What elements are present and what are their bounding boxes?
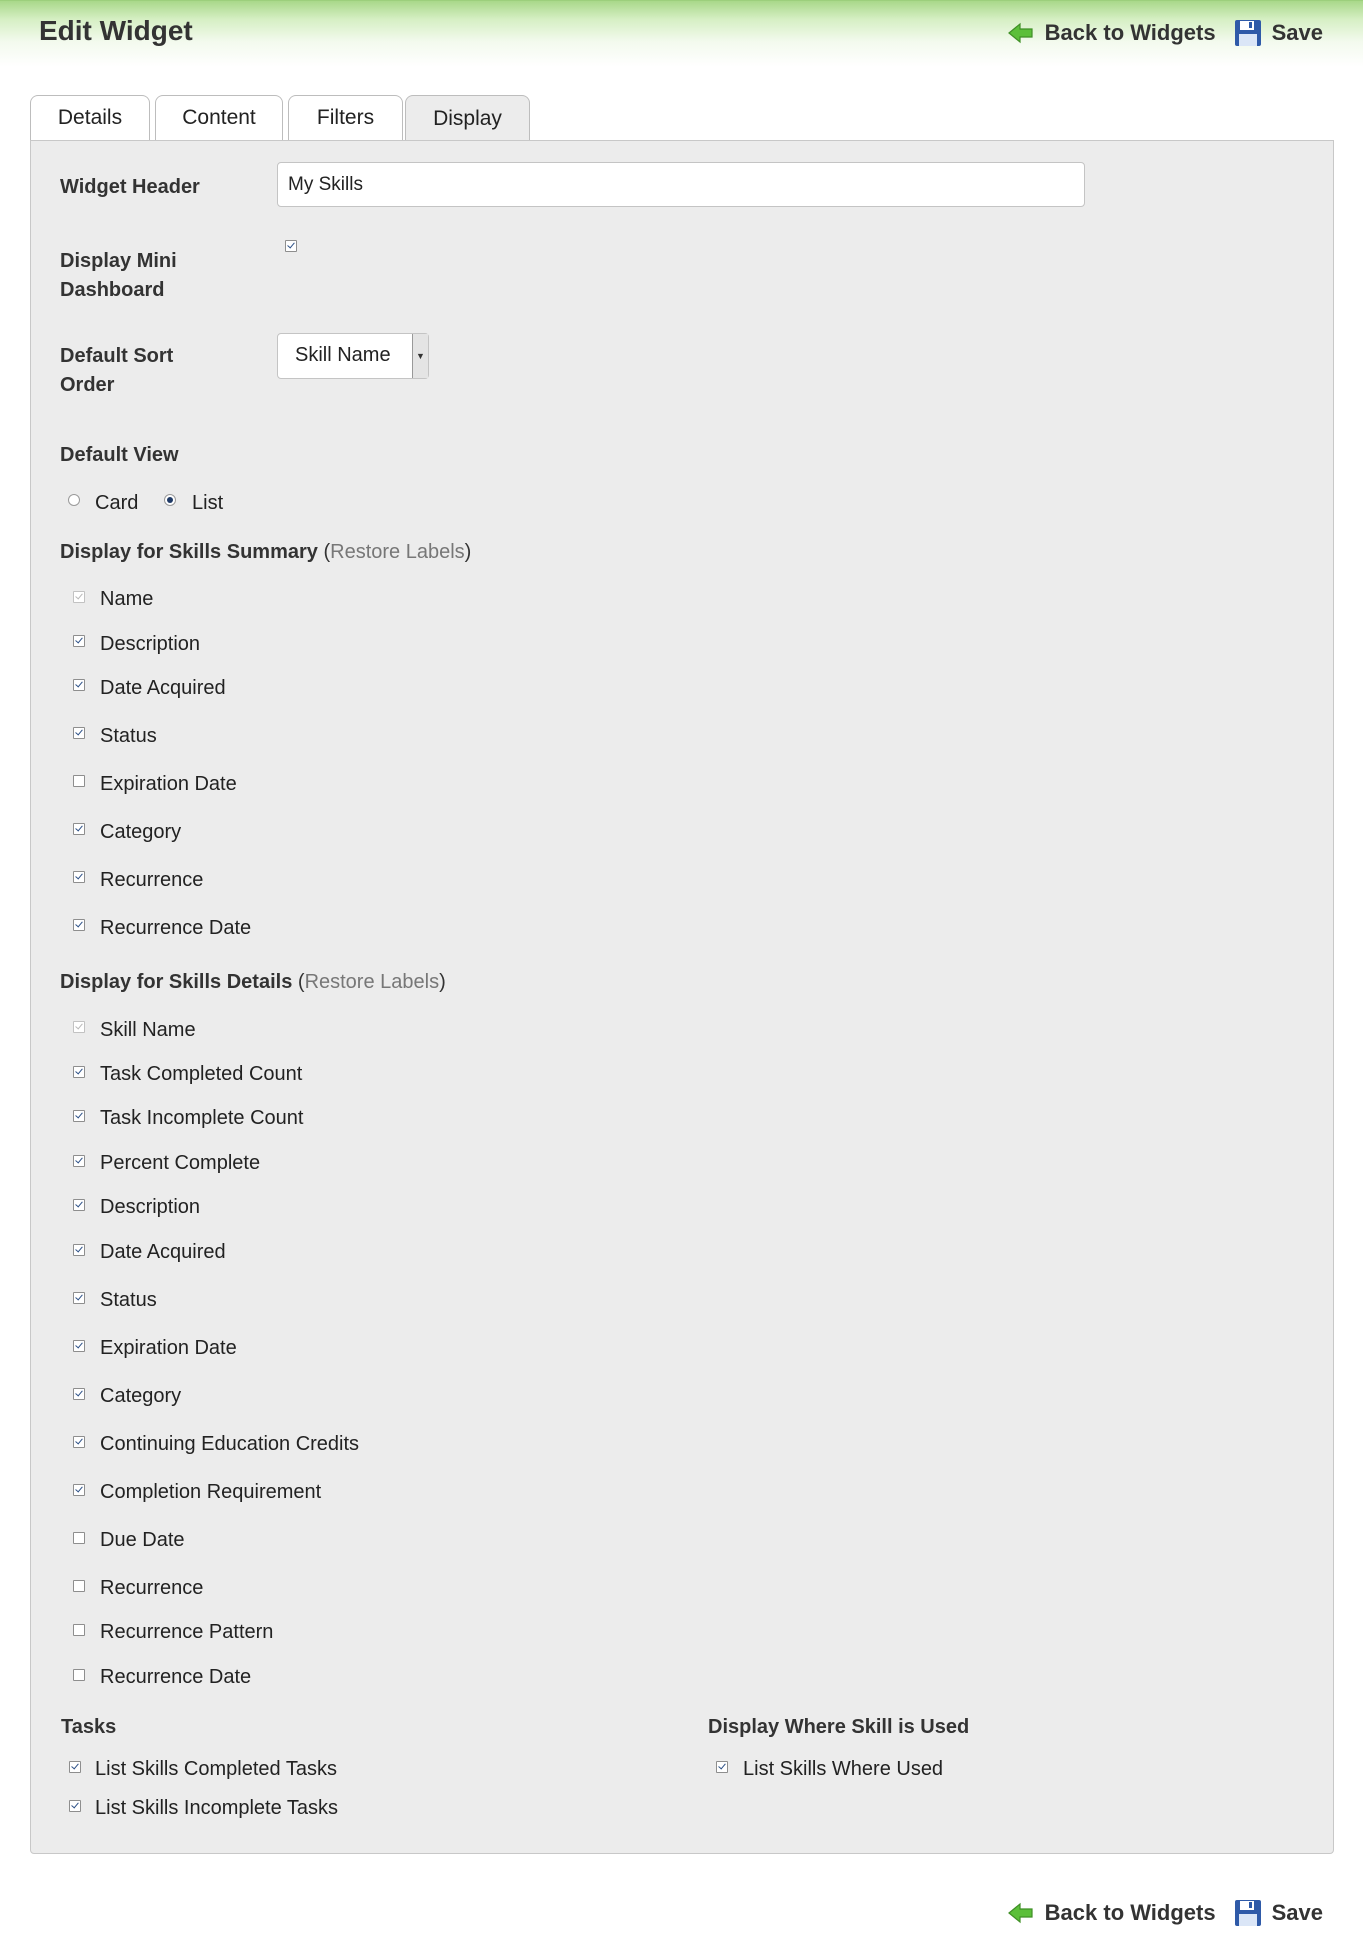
page-title: Edit Widget [39,15,193,46]
tab-details[interactable]: Details [30,95,150,140]
details-recurrence-date-checkbox[interactable] [73,1669,85,1681]
details-skill-name-label: Skill Name [100,1019,196,1041]
default-view-label: Default View [60,444,179,466]
details-task-incomplete-count-checkbox[interactable] [73,1110,85,1122]
details-task-incomplete-count-label: Task Incomplete Count [100,1107,304,1129]
sort-order-value: Skill Name [295,344,391,366]
tab-content[interactable]: Content [155,95,283,140]
sort-order-label-line2: Order [60,374,115,396]
details-category-label: Category [100,1385,182,1407]
back-arrow-icon [1007,1899,1035,1927]
details-recurrence-date-label: Recurrence Date [100,1666,252,1688]
details-task-completed-count-checkbox[interactable] [73,1066,85,1078]
details-recurrence-checkbox[interactable] [73,1580,85,1592]
back-to-widgets-label-bottom: Back to Widgets [1044,1900,1216,1925]
list-completed-tasks-label: List Skills Completed Tasks [95,1758,337,1780]
footer-actions [1007,1899,1323,1927]
list-incomplete-tasks-label: List Skills Incomplete Tasks [95,1797,339,1819]
save-button-bottom[interactable] [1234,1899,1323,1927]
save-label: Save [1271,20,1323,45]
details-recurrence-pattern-checkbox[interactable] [73,1624,85,1636]
list-where-used-checkbox[interactable] [716,1761,728,1773]
display-panel [30,140,1334,1854]
list-where-used-label: List Skills Where Used [743,1758,944,1780]
floppy-disk-icon [1234,19,1262,47]
summary-date-acquired-checkbox[interactable] [73,679,85,691]
mini-dashboard-label-line2: Dashboard [60,279,165,301]
where-used-heading: Display Where Skill is Used [708,1716,970,1738]
details-description-label: Description [100,1196,201,1218]
summary-name-checkbox [73,591,85,603]
details-status-label: Status [100,1289,157,1311]
back-arrow-icon [1007,19,1035,47]
details-percent-complete-label: Percent Complete [100,1152,261,1174]
summary-date-acquired-label: Date Acquired [100,677,226,699]
summary-name-label: Name [100,588,154,610]
details-continuing-education-credits-label: Continuing Education Credits [100,1433,360,1455]
skills-details-title: Display for Skills Details [60,971,293,993]
summary-recurrence-date-label: Recurrence Date [100,917,252,939]
skills-details-heading: Display for Skills Details (Restore Labels) [60,971,446,993]
back-to-widgets-label: Back to Widgets [1044,20,1216,45]
details-expiration-date-label: Expiration Date [100,1337,237,1359]
details-continuing-education-credits-checkbox[interactable] [73,1436,85,1448]
widget-header-label: Widget Header [60,176,200,198]
list-completed-tasks-checkbox[interactable] [69,1761,81,1773]
details-category-checkbox[interactable] [73,1388,85,1400]
list-incomplete-tasks-checkbox[interactable] [69,1800,81,1812]
mini-dashboard-label-line1: Display Mini [60,250,177,272]
summary-category-checkbox[interactable] [73,823,85,835]
details-percent-complete-checkbox[interactable] [73,1155,85,1167]
summary-expiration-date-label: Expiration Date [100,773,237,795]
details-date-acquired-label: Date Acquired [100,1241,226,1263]
skills-summary-heading: Display for Skills Summary (Restore Labels) [60,541,472,563]
details-recurrence-label: Recurrence [100,1577,204,1599]
header-actions [1007,19,1323,47]
details-due-date-label: Due Date [100,1529,185,1551]
mini-dashboard-label [60,247,177,305]
view-list-radio[interactable] [164,494,176,506]
details-due-date-checkbox[interactable] [73,1532,85,1544]
summary-recurrence-checkbox[interactable] [73,871,85,883]
details-expiration-date-checkbox[interactable] [73,1340,85,1352]
skills-summary-title: Display for Skills Summary [60,541,318,563]
summary-description-checkbox[interactable] [73,635,85,647]
details-completion-requirement-label: Completion Requirement [100,1481,322,1503]
tab-display[interactable]: Display [405,95,530,142]
summary-recurrence-label: Recurrence [100,869,204,891]
sort-order-select[interactable] [277,333,429,379]
sort-order-label [60,342,173,400]
details-completion-requirement-checkbox[interactable] [73,1484,85,1496]
chevron-down-icon[interactable]: ▼ [412,334,428,378]
view-card-radio[interactable] [68,494,80,506]
back-to-widgets-button[interactable] [1007,19,1216,47]
details-task-completed-count-label: Task Completed Count [100,1063,303,1085]
details-skill-name-checkbox [73,1021,85,1033]
details-recurrence-pattern-label: Recurrence Pattern [100,1621,274,1643]
summary-restore-labels-link[interactable]: Restore Labels [330,541,465,563]
details-restore-labels-link[interactable]: Restore Labels [304,971,440,993]
summary-status-label: Status [100,725,157,747]
summary-expiration-date-checkbox[interactable] [73,775,85,787]
sort-order-label-line1: Default Sort [60,345,174,367]
summary-category-label: Category [100,821,182,843]
tab-filters[interactable]: Filters [288,95,403,140]
summary-description-label: Description [100,633,201,655]
save-button[interactable] [1234,19,1323,47]
header-bar [0,0,1363,67]
mini-dashboard-checkbox[interactable] [285,240,297,252]
summary-recurrence-date-checkbox[interactable] [73,919,85,931]
view-card-label: Card [95,492,139,514]
details-date-acquired-checkbox[interactable] [73,1244,85,1256]
floppy-disk-icon [1234,1899,1262,1927]
back-to-widgets-button-bottom[interactable] [1007,1899,1216,1927]
details-description-checkbox[interactable] [73,1199,85,1211]
details-status-checkbox[interactable] [73,1292,85,1304]
save-label-bottom: Save [1271,1900,1323,1925]
summary-status-checkbox[interactable] [73,727,85,739]
view-list-label: List [192,492,224,514]
widget-header-input[interactable] [277,162,1085,207]
tasks-heading: Tasks [61,1716,117,1738]
